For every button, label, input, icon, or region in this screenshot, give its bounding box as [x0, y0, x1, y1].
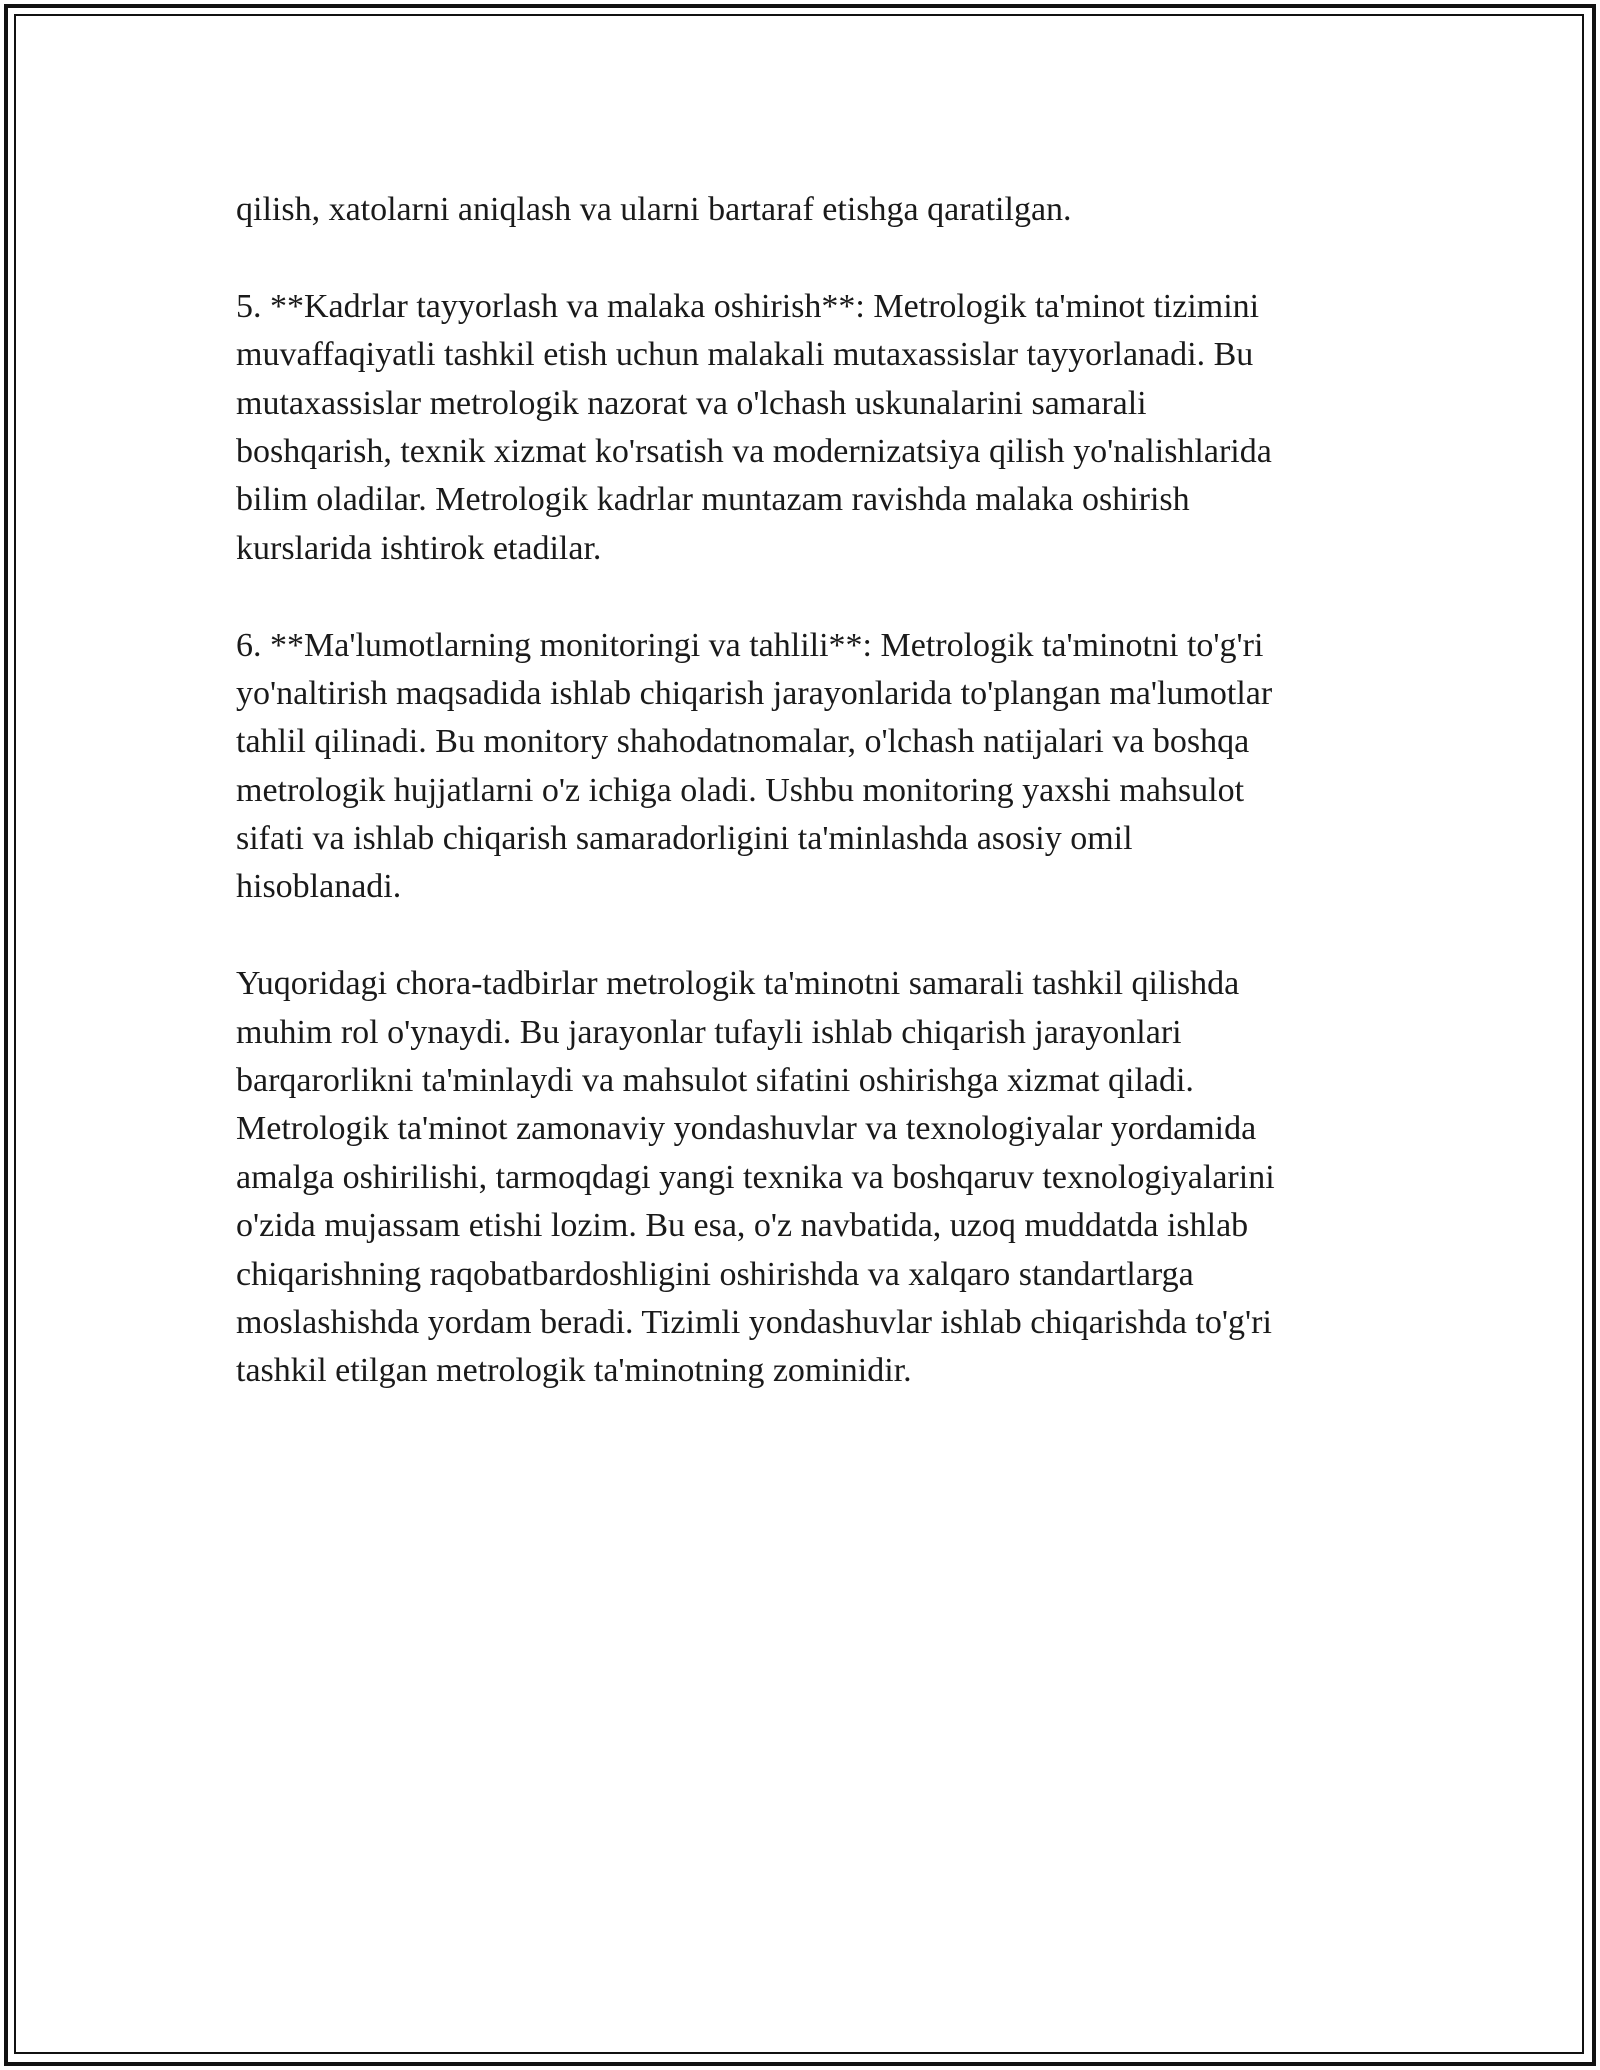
text-line: Yuqoridagi chora-tadbirlar metrologik ta'minotni samarali tashkil qilishda	[236, 965, 1240, 1003]
text-line: mutaxassislar metrologik nazorat va o'lchash uskunalarini samarali	[236, 384, 1147, 422]
text-line: Metrologik ta'minot zamonaviy yondashuvlar va texnologiyalar yordamida	[236, 1110, 1257, 1148]
text-line: hisoblanadi.	[236, 868, 402, 906]
text-line: yo'naltirish maqsadida ishlab chiqarish jarayonlarida to'plangan ma'lumotlar	[236, 674, 1273, 712]
paragraph-continuation	[236, 186, 1376, 234]
paragraph-conclusion	[236, 960, 1376, 1396]
text-line: 6. **Ma'lumotlarning monitoringi va tahlili**: Metrologik ta'minotni to'g'ri	[236, 626, 1264, 664]
document-body	[236, 186, 1376, 1396]
text-line: metrologik hujjatlarni o'z ichiga oladi. Ushbu monitoring yaxshi mahsulot	[236, 771, 1245, 809]
text-line: o'zida mujassam etishi lozim. Bu esa, o'z navbatida, uzoq muddatda ishlab	[236, 1207, 1249, 1245]
paragraph-gap	[236, 912, 1376, 960]
paragraph-item-6	[236, 622, 1376, 912]
text-line: boshqarish, texnik xizmat ko'rsatish va modernizatsiya qilish yo'nalishlarida	[236, 432, 1272, 470]
paragraph-gap	[236, 573, 1376, 621]
text-line: bilim oladilar. Metrologik kadrlar muntazam ravishda malaka oshirish	[236, 481, 1190, 519]
text-line: tahlil qilinadi. Bu monitory shahodatnomalar, o'lchash natijalari va boshqa	[236, 723, 1250, 761]
text-line: amalga oshirilishi, tarmoqdagi yangi texnika va boshqaruv texnologiyalarini	[236, 1158, 1275, 1196]
text-line: tashkil etilgan metrologik ta'minotning zominidir.	[236, 1352, 912, 1390]
text-line: chiqarishning raqobatbardoshligini oshirishda va xalqaro standartlarga	[236, 1255, 1194, 1293]
text-line: moslashishda yordam beradi. Tizimli yondashuvlar ishlab chiqarishda to'g'ri	[236, 1303, 1272, 1341]
paragraph-item-5	[236, 283, 1376, 573]
text-line: 5. **Kadrlar tayyorlash va malaka oshirish**: Metrologik ta'minot tizimini	[236, 287, 1260, 325]
text-line: kurslarida ishtirok etadilar.	[236, 529, 602, 567]
text-line: qilish, xatolarni aniqlash va ularni bartaraf etishga qaratilgan.	[236, 191, 1072, 228]
text-line: muhim rol o'ynaydi. Bu jarayonlar tufayli ishlab chiqarish jarayonlari	[236, 1013, 1182, 1051]
paragraph-gap	[236, 234, 1376, 282]
text-line: barqarorlikni ta'minlaydi va mahsulot sifatini oshirishga xizmat qiladi.	[236, 1062, 1194, 1100]
text-line: sifati va ishlab chiqarish samaradorligini ta'minlashda asosiy omil	[236, 820, 1133, 858]
text-line: muvaffaqiyatli tashkil etish uchun malakali mutaxassislar tayyorlanadi. Bu	[236, 336, 1254, 374]
